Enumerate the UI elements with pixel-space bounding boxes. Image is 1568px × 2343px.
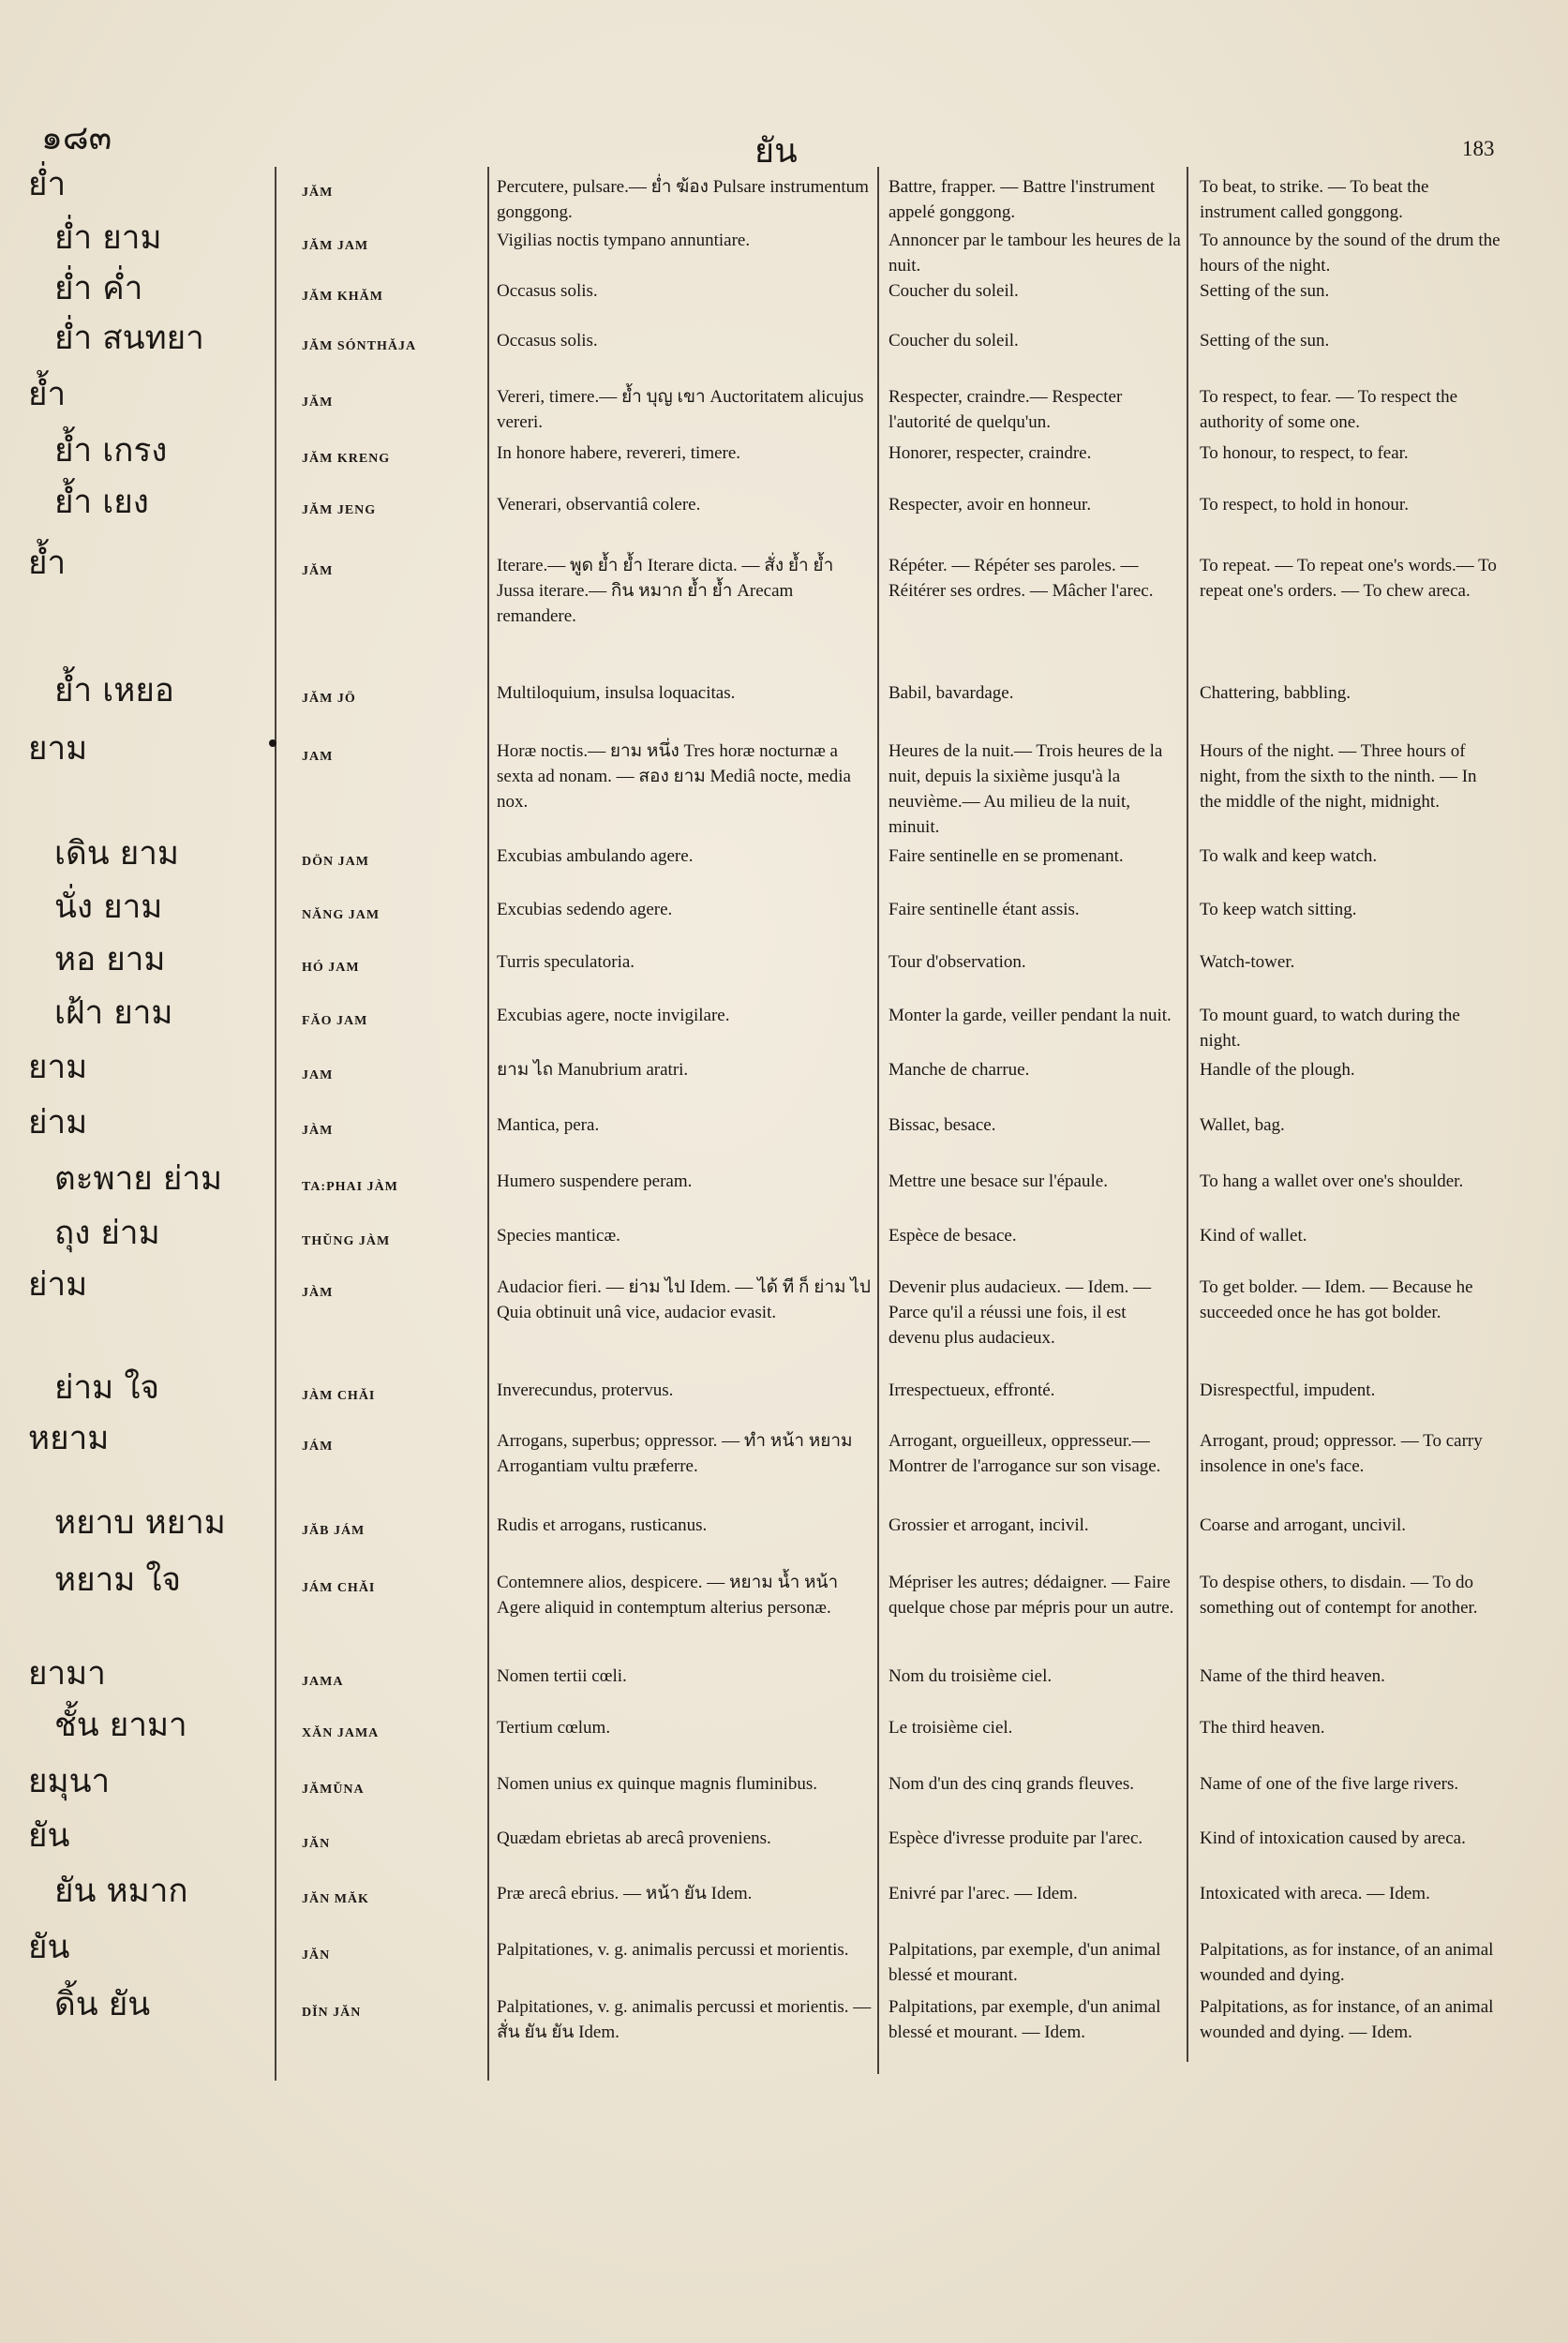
entry-romanization: JǍM (302, 395, 334, 410)
entry-latin: Palpitationes, v. g. animalis percussi et morientis. (497, 1940, 849, 1960)
entry-english: To honour, to respect, to fear. (1200, 443, 1409, 463)
entry-romanization: JĂN MĂK (302, 1892, 369, 1906)
entry-french: Respecter, craindre.— Respecter l'autorité de quelqu'un. (889, 387, 1123, 432)
running-headword: ยัน (754, 132, 798, 171)
entry-english: The third heaven. (1200, 1718, 1325, 1738)
entry-latin: Inverecundus, protervus. (497, 1380, 674, 1400)
entry-thai-word: ย่าม (28, 1104, 88, 1142)
entry-latin: Nomen unius ex quinque magnis fluminibus. (497, 1774, 817, 1794)
entry-thai-word: ยัน (28, 1817, 70, 1855)
entry-latin: Excubias sedendo agere. (497, 900, 673, 919)
entry-thai-word: ยามา (28, 1655, 106, 1693)
entry-thai-word: นั่ง ยาม (54, 888, 163, 926)
entry-english: Kind of wallet. (1200, 1226, 1307, 1246)
entry-english: Chattering, babbling. (1200, 683, 1351, 703)
entry-english: To hang a wallet over one's shoulder. (1200, 1172, 1464, 1191)
entry-thai-word: ชั้น ยามา (54, 1707, 187, 1744)
entry-french: Faire sentinelle en se promenant. (889, 846, 1124, 866)
entry-romanization: JǍM SÓNTHǍJA (302, 339, 417, 353)
entry-thai-word: ย่าม (28, 1266, 88, 1304)
entry-latin: Mantica, pera. (497, 1115, 600, 1135)
entry-english: To keep watch sitting. (1200, 900, 1357, 919)
entry-romanization: TA:PHAI JÀM (302, 1180, 398, 1194)
page-number: 183 (1462, 137, 1495, 160)
entry-french: Babil, bavardage. (889, 683, 1014, 703)
entry-romanization: JǍM (302, 186, 334, 200)
entry-english: To respect, to fear. — To respect the authority of some one. (1200, 387, 1458, 432)
entry-romanization: JÁM CHǍI (302, 1581, 376, 1595)
entry-latin: Occasus solis. (497, 281, 598, 301)
entry-romanization: JÀM (302, 1286, 334, 1300)
entry-thai-word: ย้ำ เกรง (54, 432, 168, 470)
entry-thai-word: ถุง ย่าม (54, 1215, 160, 1252)
entry-french: Respecter, avoir en honneur. (889, 495, 1092, 515)
entry-french: Manche de charrue. (889, 1060, 1030, 1080)
entry-romanization: JĂMŬNA (302, 1783, 365, 1797)
entry-thai-word: ย้ำ เยง (54, 484, 149, 521)
entry-english: Kind of intoxication caused by areca. (1200, 1828, 1466, 1848)
entry-romanization: JÁM (302, 1440, 334, 1454)
entry-french: Faire sentinelle étant assis. (889, 900, 1080, 919)
entry-french: Coucher du soleil. (889, 281, 1019, 301)
entry-french: Espèce de besace. (889, 1226, 1017, 1246)
entry-thai-word: ย่ำ ค่ำ (54, 270, 143, 307)
entry-thai-word: ย้ำ (28, 545, 67, 582)
entry-latin: Vigilias noctis tympano annuntiare. (497, 231, 751, 250)
column-rule (1187, 167, 1188, 2062)
entry-thai-word: ย่ำ (28, 166, 67, 203)
entry-latin: Rudis et arrogans, rusticanus. (497, 1515, 708, 1535)
entry-french: Monter la garde, veiller pendant la nuit. (889, 1006, 1172, 1025)
entry-latin: Nomen tertii cœli. (497, 1666, 627, 1686)
entry-english: Setting of the sun. (1200, 331, 1330, 351)
entry-english: Disrespectful, impudent. (1200, 1380, 1376, 1400)
entry-romanization: JAMA (302, 1675, 344, 1689)
entry-romanization: FǍO JAM (302, 1014, 368, 1028)
entry-thai-word: ย่ำ ยาม (54, 219, 162, 257)
column-rule (275, 167, 276, 2081)
entry-french: Bissac, besace. (889, 1115, 996, 1135)
entry-romanization: JAM (302, 750, 334, 764)
entry-french: Annoncer par le tambour les heures de la nuit. (889, 231, 1181, 276)
entry-latin: Palpitationes, v. g. animalis percussi et morientis. — สั่น ยัน ยัน Idem. (497, 1997, 872, 2042)
entry-latin: Horæ noctis.— ยาม หนึ่ง Tres horæ nocturnæ a sexta ad nonam. — สอง ยาม Mediâ nocte, media nox. (497, 741, 851, 812)
entry-latin: ยาม ไถ Manubrium aratri. (497, 1060, 689, 1080)
bullet-mark (269, 739, 276, 747)
entry-english: Hours of the night. — Three hours of night, from the sixth to the ninth. — In the middle of the night, midnight. (1200, 741, 1477, 812)
column-rule (487, 167, 489, 2081)
entry-romanization: JǍM JENG (302, 503, 377, 517)
entry-french: Devenir plus audacieux. — Idem. — Parce qu'il a réussi une fois, il est devenu plus audacieux. (889, 1277, 1152, 1348)
entry-thai-word: หยาม ใจ (54, 1561, 182, 1599)
entry-english: Name of the third heaven. (1200, 1666, 1385, 1686)
entry-latin: Contemnere alios, despicere. — หยาม น้ำ หน้า Agere aliquid in contemptum alterius personæ. (497, 1573, 839, 1618)
entry-romanization: JǍM (302, 564, 334, 578)
entry-french: Palpitations, par exemple, d'un animal blessé et mourant. — Idem. (889, 1997, 1161, 2042)
entry-english: To walk and keep watch. (1200, 846, 1378, 866)
entry-french: Enivré par l'arec. — Idem. (889, 1884, 1078, 1903)
entry-english: Watch-tower. (1200, 952, 1295, 972)
page-number-thai: ๑๘๓ (41, 119, 112, 157)
entry-thai-word: หอ ยาม (54, 941, 166, 978)
entry-french: Nom d'un des cinq grands fleuves. (889, 1774, 1134, 1794)
entry-french: Grossier et arrogant, incivil. (889, 1515, 1089, 1535)
entry-english: Intoxicated with areca. — Idem. (1200, 1884, 1430, 1903)
entry-romanization: JĂN (302, 1948, 331, 1962)
column-rule (877, 167, 879, 2074)
entry-french: Irrespectueux, effronté. (889, 1380, 1055, 1400)
entry-french: Tour d'observation. (889, 952, 1026, 972)
entry-french: Palpitations, par exemple, d'un animal blessé et mourant. (889, 1940, 1161, 1985)
entry-french: Le troisième ciel. (889, 1718, 1013, 1738)
entry-thai-word: เดิน ยาม (54, 835, 179, 873)
entry-romanization: XǍN JAMA (302, 1726, 380, 1740)
entry-romanization: HÓ JAM (302, 961, 360, 975)
entry-english: To get bolder. — Idem. — Because he succeeded once he has got bolder. (1200, 1277, 1473, 1322)
entry-english: To announce by the sound of the drum the hours of the night. (1200, 231, 1501, 276)
entry-english: Wallet, bag. (1200, 1115, 1285, 1135)
entry-latin: Species manticæ. (497, 1226, 620, 1246)
entry-thai-word: ดิ้น ยัน (54, 1986, 151, 2023)
entry-romanization: JAM (302, 1068, 334, 1082)
entry-french: Mettre une besace sur l'épaule. (889, 1172, 1108, 1191)
entry-french: Mépriser les autres; dédaigner. — Faire quelque chose par mépris pour un autre. (889, 1573, 1174, 1618)
entry-latin: Quædam ebrietas ab arecâ proveniens. (497, 1828, 771, 1848)
entry-romanization: DÖN JAM (302, 855, 369, 869)
entry-thai-word: ยาม (28, 730, 88, 768)
entry-thai-word: ยมุนา (28, 1763, 111, 1800)
entry-latin: Humero suspendere peram. (497, 1172, 693, 1191)
entry-romanization: DǏN JĂN (302, 2006, 362, 2020)
entry-thai-word: ตะพาย ย่าม (54, 1160, 223, 1198)
entry-english: Arrogant, proud; oppressor. — To carry insolence in one's face. (1200, 1431, 1483, 1476)
entry-latin: Arrogans, superbus; oppressor. — ทำ หน้า หยาม Arrogantiam vultu præferre. (497, 1431, 853, 1476)
entry-thai-word: ย้ำ (28, 376, 67, 413)
entry-english: Setting of the sun. (1200, 281, 1330, 301)
entry-thai-word: หยาบ หยาม (54, 1504, 226, 1542)
entry-romanization: NǍNG JAM (302, 908, 381, 922)
entry-latin: Tertium cœlum. (497, 1718, 611, 1738)
entry-thai-word: ยัน หมาก (54, 1873, 188, 1910)
entry-romanization: JǍM KHǍM (302, 290, 383, 304)
entry-latin: Percutere, pulsare.— ย่ำ ฆ้อง Pulsare instrumentum gonggong. (497, 177, 869, 222)
entry-thai-word: หยาม (28, 1420, 110, 1457)
entry-french: Répéter. — Répéter ses paroles. — Réitérer ses ordres. — Mâcher l'arec. (889, 556, 1154, 601)
entry-french: Espèce d'ivresse produite par l'arec. (889, 1828, 1143, 1848)
entry-french: Arrogant, orgueilleux, oppresseur.— Montrer de l'arrogance sur son visage. (889, 1431, 1161, 1476)
entry-english: Palpitations, as for instance, of an animal wounded and dying. (1200, 1940, 1494, 1985)
entry-latin: Iterare.— พูด ย้ำ ย้ำ Iterare dicta. — สั่ง ย้ำ ย้ำ Jussa iterare.— กิน หมาก ย้ำ ย้ำ Arecam remandere. (497, 556, 834, 626)
entry-thai-word: ยัน (28, 1929, 70, 1966)
entry-english: Palpitations, as for instance, of an animal wounded and dying. — Idem. (1200, 1997, 1494, 2042)
entry-romanization: JǍM JAM (302, 239, 369, 253)
entry-romanization: JǍM JÖ (302, 692, 356, 706)
entry-french: Coucher du soleil. (889, 331, 1019, 351)
entry-latin: Excubias ambulando agere. (497, 846, 694, 866)
entry-latin: In honore habere, revereri, timere. (497, 443, 741, 463)
entry-english: To beat, to strike. — To beat the instrument called gonggong. (1200, 177, 1429, 222)
entry-thai-word: ย้ำ เหยอ (54, 672, 174, 709)
entry-latin: Multiloquium, insulsa loquacitas. (497, 683, 736, 703)
entry-thai-word: ย่าม ใจ (54, 1369, 159, 1407)
entry-french: Nom du troisième ciel. (889, 1666, 1053, 1686)
entry-french: Battre, frapper. — Battre l'instrument appelé gonggong. (889, 177, 1156, 222)
entry-latin: Occasus solis. (497, 331, 598, 351)
entry-thai-word: ย่ำ สนทยา (54, 320, 204, 357)
entry-english: To despise others, to disdain. — To do something out of contempt for another. (1200, 1573, 1478, 1618)
entry-english: Coarse and arrogant, uncivil. (1200, 1515, 1407, 1535)
entry-thai-word: ยาม (28, 1049, 88, 1086)
entry-french: Heures de la nuit.— Trois heures de la nuit, depuis la sixième jusqu'à la neuvième.— Au milieu de la nuit, minuit. (889, 741, 1163, 837)
entry-french: Honorer, respecter, craindre. (889, 443, 1092, 463)
entry-romanization: JĂB JÁM (302, 1524, 366, 1538)
entry-thai-word: เฝ้า ยาม (54, 994, 173, 1032)
entry-latin: Vereri, timere.— ย้ำ บุญ เขา Auctoritatem alicujus vereri. (497, 387, 864, 432)
entry-romanization: THǓNG JÀM (302, 1234, 391, 1248)
entry-romanization: JÀM CHǍI (302, 1389, 376, 1403)
entry-latin: Turris speculatoria. (497, 952, 635, 972)
entry-english: Name of one of the five large rivers. (1200, 1774, 1459, 1794)
entry-english: Handle of the plough. (1200, 1060, 1355, 1080)
entry-romanization: JÀM (302, 1124, 334, 1138)
entry-romanization: JĂN (302, 1837, 331, 1851)
entry-latin: Audacior fieri. — ย่าม ไป Idem. — ได้ ที ก็ ย่าม ไป Quia obtinuit unâ vice, audacior evasit. (497, 1277, 871, 1322)
entry-latin: Venerari, observantiâ colere. (497, 495, 701, 515)
entry-latin: Excubias agere, nocte invigilare. (497, 1006, 730, 1025)
entry-romanization: JǍM KRENG (302, 452, 391, 466)
entry-english: To mount guard, to watch during the night. (1200, 1006, 1460, 1051)
entry-english: To repeat. — To repeat one's words.— To repeat one's orders. — To chew areca. (1200, 556, 1497, 601)
entry-english: To respect, to hold in honour. (1200, 495, 1409, 515)
entry-latin: Præ arecâ ebrius. — หน้า ยัน Idem. (497, 1884, 753, 1903)
